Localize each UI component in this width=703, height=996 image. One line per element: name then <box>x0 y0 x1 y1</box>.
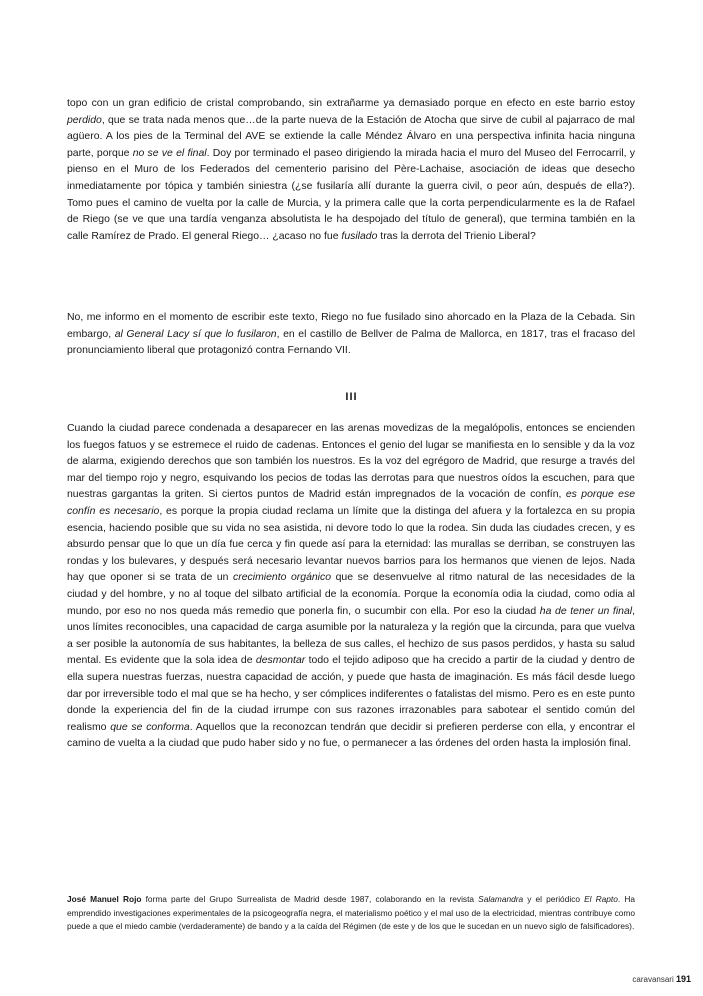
text-segment: . Doy por terminado el paseo dirigiendo la mirada hacia el muro del Museo del Ferrocarril, y pienso en el Muro de los Federados del cementerio parisino del Père-Lachaise, asociación de ideas que desecho inmediatamente por tópica y también siniestra (¿se fusilaría allí durante la guerra civil, o peor aún, después de ella?). Tomo pues el camino de vuelta por la calle de Murcia, y la primera calle que la corta perpendicularmente es la de Rafael de Riego (se ve que una tardía venganza absolutista le ha despojado del título de general), que termina también en la calle Ramírez de Prado. El general Riego… ¿acaso no fue <box>67 147 635 242</box>
author-name: José Manuel Rojo <box>67 894 142 904</box>
bio-segment: . Ha emprendido investigaciones experimentales de la psicogeografía negra, el materialismo poético y el mal uso de la electricidad, mientras contribuye como puede a que el miedo cambie (verdaderamente) de bando y a la caída del Régimen (de este y de los que le sucedan en un nuevo siglo de falsificadores). <box>67 894 635 932</box>
magazine-name: caravansari <box>632 975 674 984</box>
text-segment: . Aquellos que la reconozcan tendrán que decidir si prefieren perderse con ella, y encontrar el camino de vuelta a la ciudad que pudo haber sido y no fue, o permanecer a las órdenes del orden hasta la implosión final. <box>67 721 635 750</box>
text-segment: , es porque la propia ciudad reclama un límite que la distinga del afuera y la fortalezca en su propia esencia, haciendo posible que su vida no sea asistida, ni devore todo lo que la rodea. Sin duda las ciudades crecen, y es absurdo pensar que lo que un día fue cerca y fin quede así para la eternidad: las murallas se derriban, se construyen las rondas y los bulevares, y después será necesario levantar nuevos barrios para los hermanos que vienen de lejos. Nada hay que oponer si se trata de un <box>67 505 635 584</box>
bio-segment: Salamandra <box>478 894 524 904</box>
text-segment: ha de tener un final <box>539 605 633 617</box>
bio-segment: El Rapto <box>584 894 618 904</box>
text-segment: crecimiento orgánico <box>233 572 332 584</box>
section-number: III <box>345 391 358 403</box>
text-segment: , unos límites reconocibles, una capacidad de carga asumible por la naturaleza y la región que la circunda, para que vuelva a ser posible la autonomía de sus habitantes, la belleza de sus calles, el hechizo de sus pasos perdidos, y hasta su salud mental. Es evidente que la sola idea de <box>67 605 635 667</box>
text-segment: perdido <box>67 114 102 126</box>
text-segment: no se ve el final <box>132 147 207 159</box>
text-segment: Cuando la ciudad parece condenada a desaparecer en las arenas movedizas de la megalópolis, entonces se encienden los fuegos fatuos y se estremece el ruido de cadenas. Entonces el genio del lugar se manifiesta en lo sensible y da la voz de alarma, exigiendo derechos que son también los nuestros. Es la voz del egrégoro de Madrid, que resurge a través del mar del tiempo rojo y negro, esquivando los pecios de todas las derrotas para que nuestros oídos la escuchen, para que nuestras gargantas la griten. Si ciertos puntos de Madrid están impregnados de la vocación de confín, <box>67 423 635 501</box>
paragraph-1 <box>67 96 635 245</box>
bio-segment: forma parte del Grupo Surrealista de Madrid desde 1987, colaborando en la revista <box>141 894 479 904</box>
text-segment: , que se trata nada menos que…de la parte nueva de la Estación de Atocha que sirve de cubil al pajarraco de mal agüero. A los pies de la Terminal del AVE se extiende la calle Méndez Álvaro en una perspectiva infinita hacia ninguna parte, porque <box>67 114 635 159</box>
text-segment: , en el castillo de Bellver de Palma de Mallorca, en 1817, tras el fracaso del pronunciamiento liberal que protagonizó contra Fernando VII. <box>67 328 636 357</box>
text-segment: todo el tejido adiposo que ha crecido a partir de la ciudad y dentro de ella supera nuestras fuerzas, nuestra capacidad de acción, y puede que hasta de imaginación. Es más fácil desde luego dar por irreversible todo el mal que se ha hecho, y ser cómplices indiferentes o fatalistas del mismo. Pero es en este punto donde la experiencia del fin de la ciudad irrumpe con sus razones irrazonables para sabotear el sentido común del realismo <box>67 655 635 733</box>
page-number: 191 <box>675 974 691 984</box>
page-footer <box>632 974 691 984</box>
paragraph-2 <box>67 310 635 360</box>
paragraph-3 <box>67 421 635 753</box>
text-segment: fusilado <box>341 230 378 242</box>
text-segment: que se desenvuelve al ritmo natural de las necesidades de la ciudad y del hombre, y no al toque del silbato artificial de la economía. Porque la economía odia la ciudad, como odia al mundo, por eso no nos queda más remedio que ponerla fin, o sucumbir con ella. Por eso la ciudad <box>67 572 635 617</box>
text-segment: es porque ese confín es necesario <box>67 489 636 517</box>
author-bio <box>67 893 635 934</box>
text-segment: que se conforma <box>110 721 190 733</box>
text-segment: desmontar <box>255 655 306 667</box>
bio-segment: y el periódico <box>523 894 585 904</box>
text-segment: topo con un gran edificio de cristal comprobando, sin extrañarme ya demasiado porque en efecto en este barrio estoy <box>67 98 635 109</box>
text-segment: tras la derrota del Trienio Liberal? <box>377 230 536 242</box>
text-segment: No, me informo en el momento de escribir este texto, Riego no fue fusilado sino ahorcado en la Plaza de la Cebada. Sin embargo, <box>67 312 635 340</box>
text-segment: al General Lacy sí que lo fusilaron <box>114 328 277 340</box>
